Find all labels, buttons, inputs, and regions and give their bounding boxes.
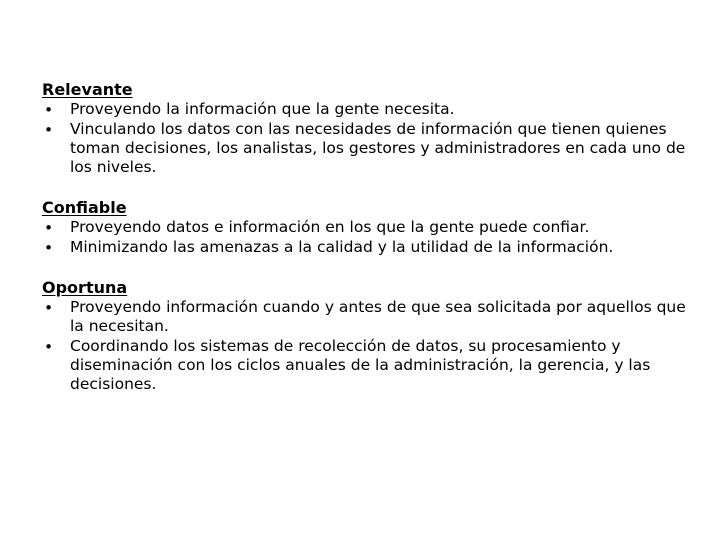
list-item-text: Proveyendo información cuando y antes de que sea solicitada por aquellos que la necesitan. <box>70 298 686 335</box>
list-item <box>42 298 702 336</box>
bullet-icon: • <box>44 338 54 356</box>
section-oportuna <box>42 278 702 394</box>
section-title: Oportuna <box>42 278 128 297</box>
bullet-list <box>42 298 702 394</box>
list-item <box>42 337 702 394</box>
list-item-text: Minimizando las amenazas a la calidad y la utilidad de la información. <box>70 238 614 256</box>
list-item <box>42 100 702 119</box>
bullet-list <box>42 218 702 257</box>
list-item-text: Proveyendo datos e información en los que la gente puede confiar. <box>70 218 590 236</box>
section-relevante <box>42 80 702 177</box>
list-item <box>42 218 702 237</box>
bullet-icon: • <box>44 299 54 317</box>
section-confiable <box>42 198 702 257</box>
bullet-icon: • <box>44 219 54 237</box>
bullet-icon: • <box>44 239 54 257</box>
list-item <box>42 238 702 257</box>
bullet-icon: • <box>44 121 54 139</box>
slide-content <box>42 80 702 415</box>
list-item-text: Vinculando los datos con las necesidades de información que tienen quienes toman decisiones, los analistas, los gestores y administradores en cada uno de los niveles. <box>70 120 686 176</box>
section-title: Confiable <box>42 198 127 217</box>
list-item <box>42 120 702 177</box>
list-item-text: Coordinando los sistemas de recolección de datos, su procesamiento y diseminación con los ciclos anuales de la administración, la gerencia, y las decisiones. <box>70 337 651 393</box>
list-item-text: Proveyendo la información que la gente necesita. <box>70 100 455 118</box>
bullet-icon: • <box>44 101 54 119</box>
bullet-list <box>42 100 702 177</box>
section-title: Relevante <box>42 80 133 99</box>
